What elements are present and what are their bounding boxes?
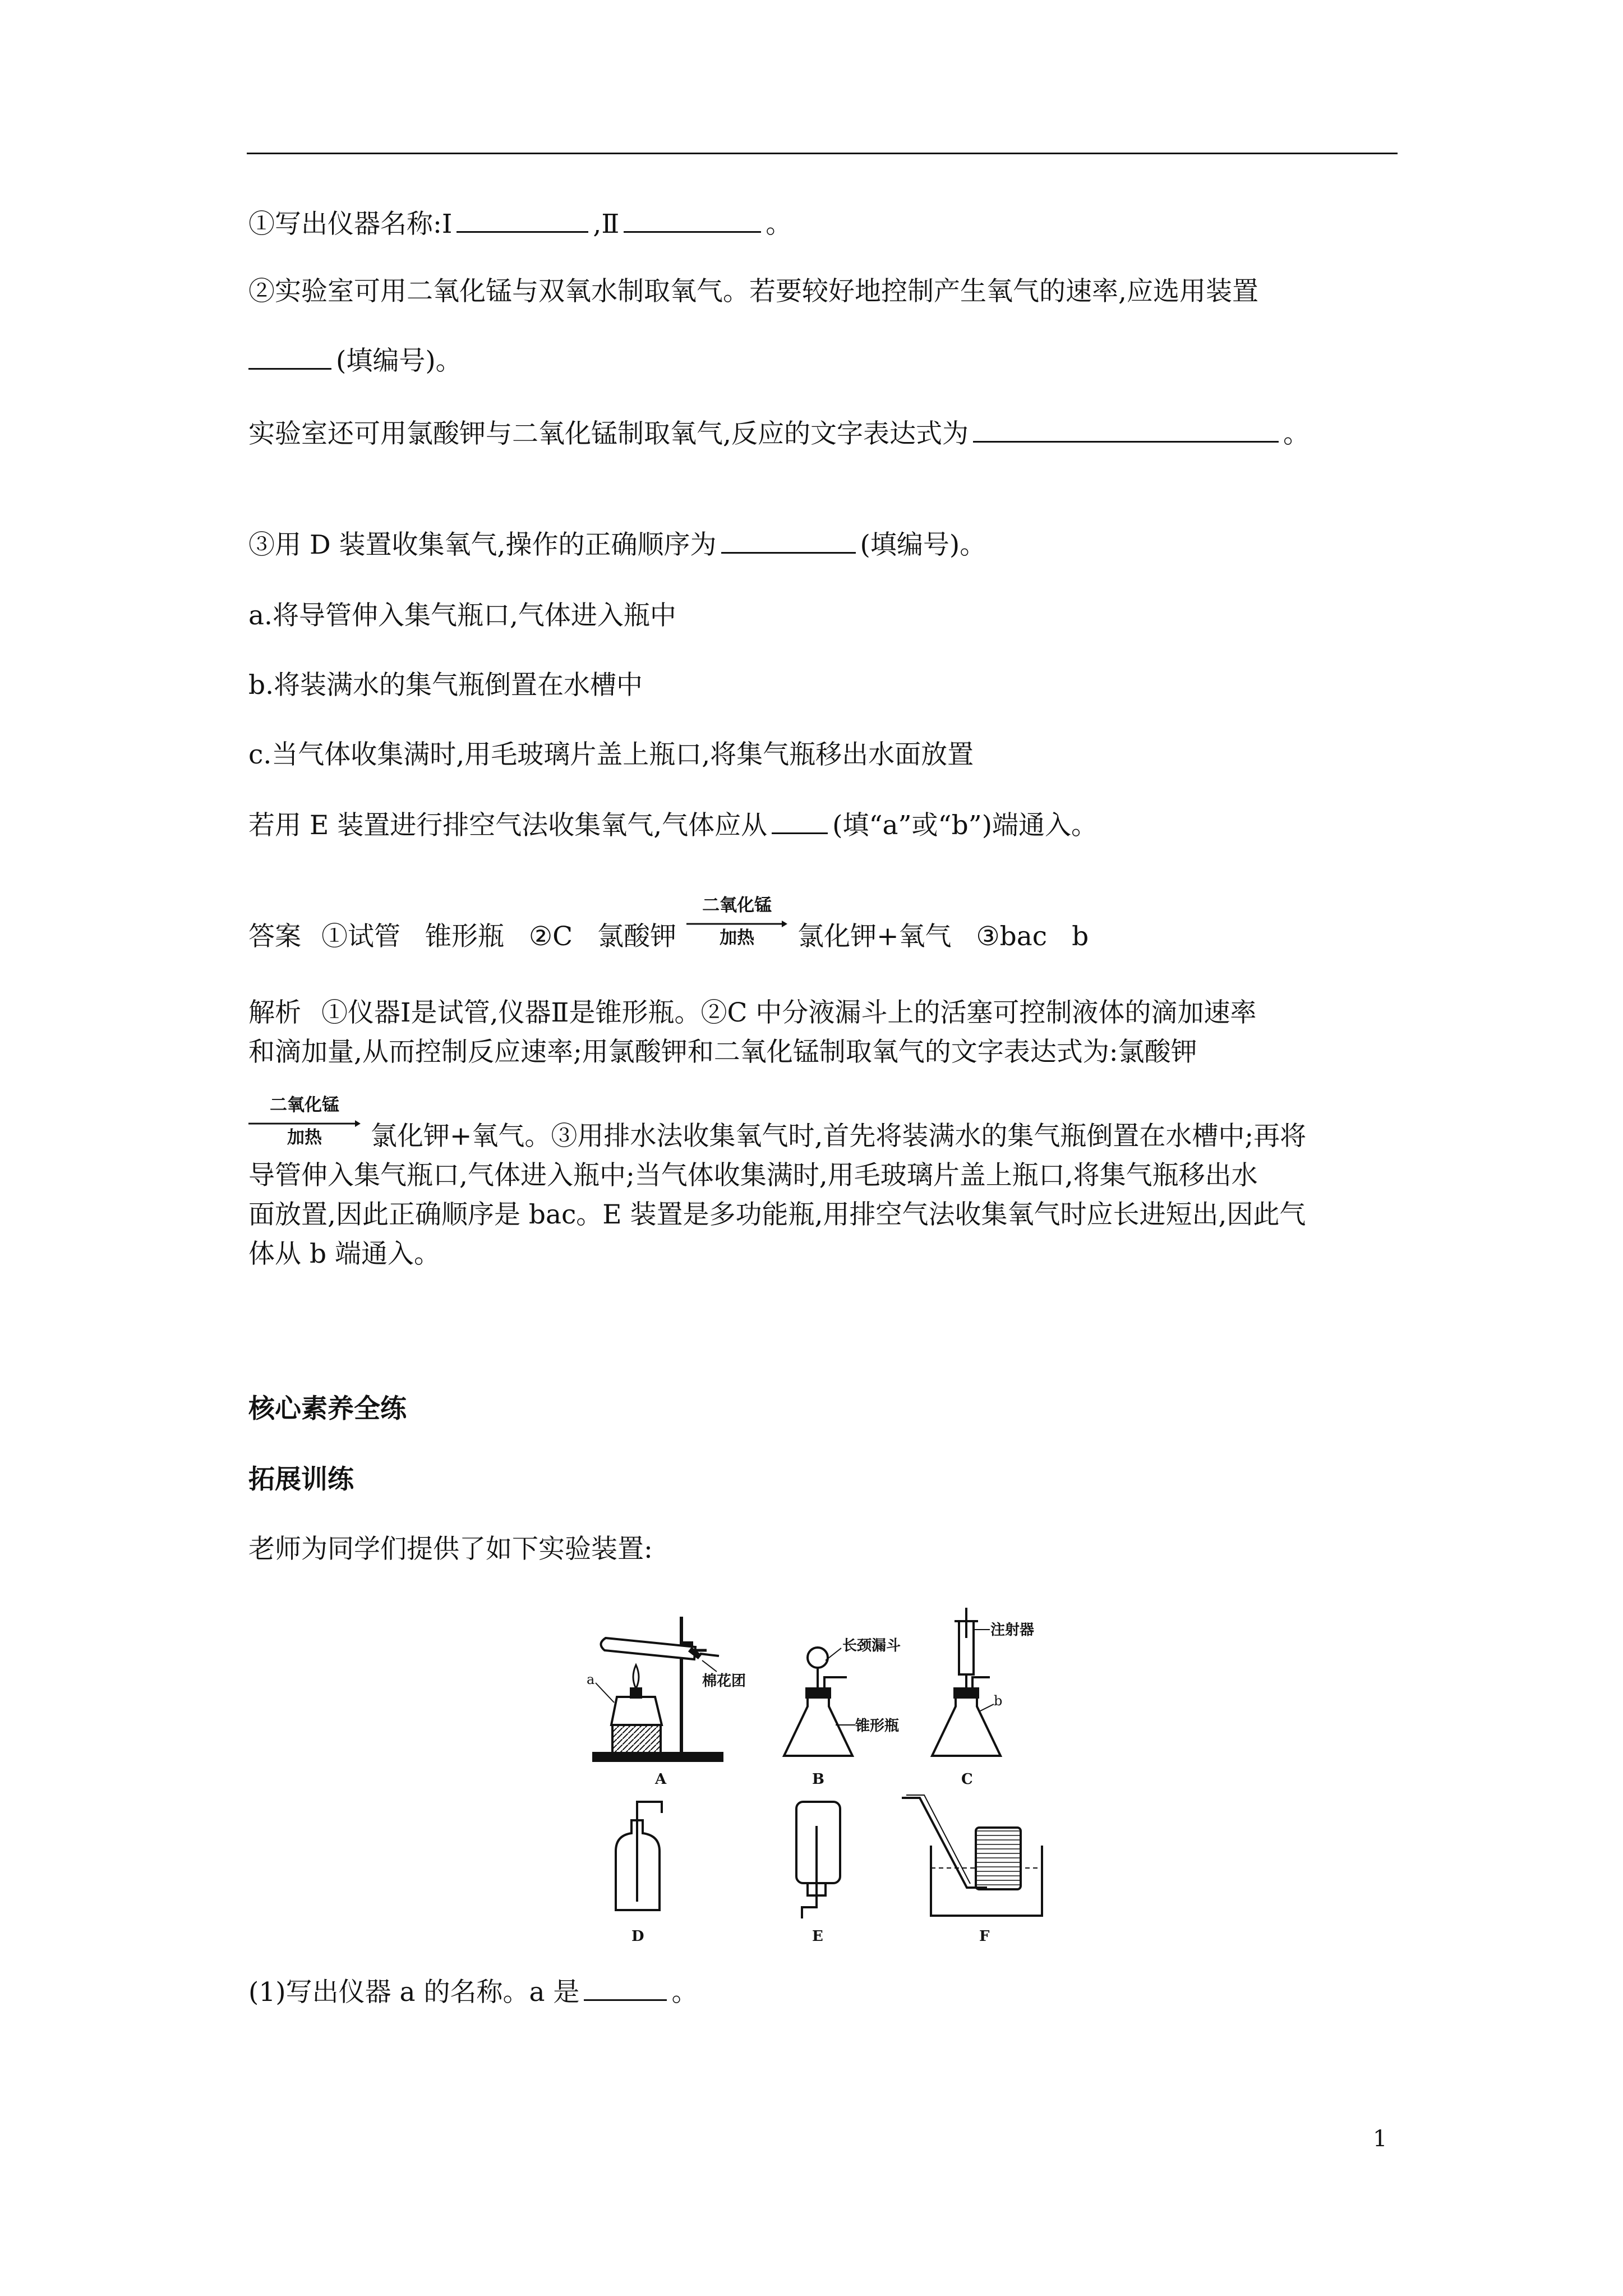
label-B: B [812,1771,824,1788]
option-c: c.当气体收集满时,用毛玻璃片盖上瓶口,将集气瓶移出水面放置 [248,739,974,770]
stopper [806,1688,830,1697]
flame [633,1665,639,1688]
question-line [248,527,986,563]
question-text: (填“a”或“b”)端通入。 [832,810,1098,841]
pointer-b [980,1704,994,1711]
analysis-text: ①仪器Ⅰ是试管,仪器Ⅱ是锥形瓶。②C 中分液漏斗上的活塞可控制液体的滴加速率 [321,997,1257,1028]
header-rule [247,153,1398,154]
option-b: b.将装满水的集气瓶倒置在水槽中 [248,670,643,701]
funnel-bulb [808,1648,828,1668]
question-line [248,808,1098,844]
label-D: D [631,1928,644,1945]
answer-blank [772,809,828,834]
section-title: 核心素养全练 [248,1393,407,1424]
label-flask: 锥形瓶 [855,1718,900,1734]
question-line [248,1975,698,2010]
analysis-line: 和滴加量,从而控制反应速率;用氯酸钾和二氧化锰制取氧气的文字表达式为:氯酸钾 [248,1037,1197,1068]
lamp-stand-block [612,1725,661,1753]
arrow-condition-bottom: 加热 [720,928,755,948]
question-text: 。 [1283,418,1310,449]
answer-blank [624,208,761,233]
label-C: C [961,1771,973,1788]
question-text: ③用 D 装置收集氧气,操作的正确顺序为 [248,530,717,560]
question-text: 实验室还可用氯酸钾与二氧化锰制取氧气,反应的文字表达式为 [248,418,969,449]
label-syringe: 注射器 [990,1622,1035,1639]
subsection-title: 拓展训练 [248,1464,354,1495]
page-number: 1 [1373,2126,1387,2152]
answer-blank [721,528,856,554]
answer-blank [973,417,1279,443]
question-text: 若用 E 装置进行排空气法收集氧气,气体应从 [248,810,768,841]
question-text: (填编号)。 [336,346,462,376]
answer-part: 锥形瓶 [425,921,504,952]
question-line: ②实验室可用二氧化锰与双氧水制取氧气。若要较好地控制产生氧气的速率,应选用装置 [248,276,1258,307]
alcohol-lamp [611,1697,662,1725]
question-line [248,343,462,379]
answer-blank [248,344,331,370]
apparatus-B [784,1637,901,1788]
inverted-bottle [796,1802,840,1883]
pointer-cotton [702,1660,717,1672]
intro-text: 老师为同学们提供了如下实验装置: [248,1534,653,1565]
arrow-condition-top: 二氧化锰 [702,895,772,915]
label-b: b [994,1693,1003,1709]
answer-part: 氯化钾+氧气 [797,921,952,952]
answer-blank [584,1976,667,2001]
question-text: 。 [671,1977,698,2008]
stand-base [593,1753,722,1761]
label-funnel: 长颈漏斗 [842,1637,901,1654]
analysis-text: 氯化钾+氧气。③用排水法收集氧气时,首先将装满水的集气瓶倒置在水槽中;再将 [371,1121,1307,1152]
question-text: (1)写出仪器 a 的名称。a 是 [248,1977,580,2008]
reaction-arrow [248,1095,361,1148]
conical-flask [932,1693,1003,1756]
question-text: ①写出仪器名称:Ⅰ [248,209,453,240]
answer-label: 答案 [248,921,301,952]
label-E: E [812,1928,823,1945]
analysis-line [248,995,1256,1031]
label-a: a [587,1672,595,1687]
option-a: a.将导管伸入集气瓶口,气体进入瓶中 [248,600,676,631]
apparatus-F [902,1795,1042,1945]
question-text: (填编号)。 [860,530,986,560]
analysis-line: 体从 b 端通入。 [248,1239,440,1269]
reaction-arrow [686,895,787,948]
answer-part: ②C [529,921,573,952]
apparatus-figure [572,1604,1066,1952]
apparatus-E [796,1802,840,1945]
question-line [248,416,1310,452]
arrow-condition-top: 二氧化锰 [270,1095,339,1115]
label-A: A [655,1771,667,1788]
answer-part: b [1072,921,1089,952]
answer-line [248,895,1089,955]
analysis-line: 导管伸入集气瓶口,气体进入瓶中;当气体收集满时,用毛玻璃片盖上瓶口,将集气瓶移出水 [248,1160,1258,1191]
collecting-bottle [976,1828,1021,1889]
analysis-line: 面放置,因此正确顺序是 bac。E 装置是多功能瓶,用排空气法收集氧气时应长进短出,因此气 [248,1199,1306,1230]
answer-part: ①试管 [321,921,400,952]
question-text: 。 [766,209,792,240]
analysis-line [248,1095,1307,1154]
apparatus-C [932,1608,1034,1788]
delivery-tube [700,1654,719,1656]
label-F: F [979,1928,990,1945]
answer-part: ③bac [976,921,1048,952]
question-text: ,Ⅱ [593,209,620,240]
apparatus-D [616,1802,662,1945]
apparatus-A [587,1617,746,1788]
pointer-a [596,1683,614,1703]
arrow-condition-bottom: 加热 [287,1128,322,1148]
label-cotton: 棉花团 [702,1673,746,1690]
stopper [955,1688,978,1697]
answer-part: 氯酸钾 [597,921,677,952]
answer-blank [457,208,588,233]
analysis-label: 解析 [248,997,301,1028]
question-instrument-names [248,206,792,242]
